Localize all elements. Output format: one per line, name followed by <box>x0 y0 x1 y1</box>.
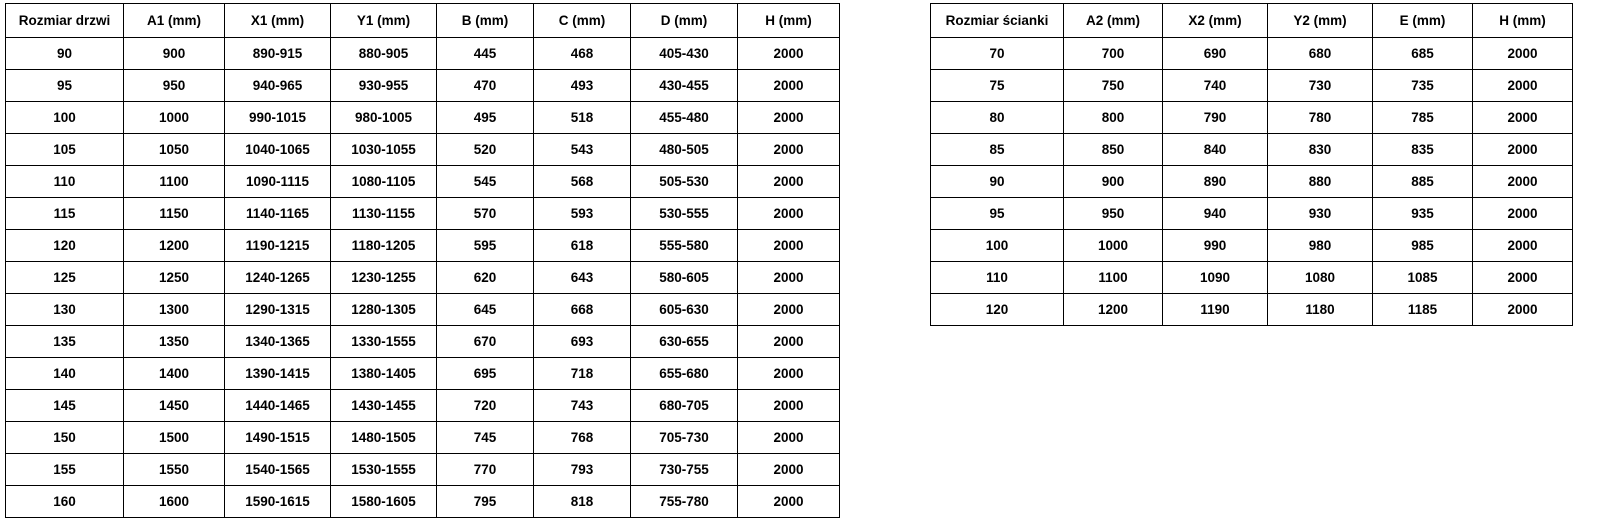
table-cell: 785 <box>1373 102 1473 134</box>
table-cell: 935 <box>1373 198 1473 230</box>
table-cell: 2000 <box>738 326 840 358</box>
table-cell: 950 <box>124 70 225 102</box>
table-cell: 1100 <box>1064 262 1163 294</box>
table-cell: 555-580 <box>631 230 738 262</box>
table-cell: 755-780 <box>631 486 738 518</box>
table-cell: 2000 <box>738 358 840 390</box>
table-cell: 2000 <box>738 454 840 486</box>
table-row <box>931 166 1573 198</box>
table-cell: 140 <box>6 358 124 390</box>
table-row <box>931 134 1573 166</box>
table-cell: 1280-1305 <box>331 294 437 326</box>
table-cell: 795 <box>437 486 534 518</box>
table-cell: 2000 <box>738 422 840 454</box>
table-cell: 718 <box>534 358 631 390</box>
table-cell: 80 <box>931 102 1064 134</box>
column-header: D (mm) <box>631 4 738 38</box>
table-cell: 700 <box>1064 38 1163 70</box>
table-cell: 2000 <box>1473 134 1573 166</box>
table-cell: 1590-1615 <box>225 486 331 518</box>
table-cell: 1150 <box>124 198 225 230</box>
table-cell: 2000 <box>738 198 840 230</box>
table-cell: 880-905 <box>331 38 437 70</box>
table-row <box>6 486 840 518</box>
table-cell: 2000 <box>738 390 840 422</box>
table-row <box>6 102 840 134</box>
table-cell: 780 <box>1268 102 1373 134</box>
table-cell: 570 <box>437 198 534 230</box>
table-cell: 2000 <box>1473 230 1573 262</box>
table-cell: 480-505 <box>631 134 738 166</box>
table-cell: 840 <box>1163 134 1268 166</box>
table-cell: 100 <box>931 230 1064 262</box>
table-cell: 110 <box>6 166 124 198</box>
table-cell: 105 <box>6 134 124 166</box>
doors-dimensions-table-container <box>5 3 840 518</box>
table-cell: 900 <box>124 38 225 70</box>
table-cell: 2000 <box>1473 102 1573 134</box>
table-cell: 2000 <box>738 38 840 70</box>
table-cell: 885 <box>1373 166 1473 198</box>
table-cell: 750 <box>1064 70 1163 102</box>
table-cell: 745 <box>437 422 534 454</box>
table-cell: 670 <box>437 326 534 358</box>
table-cell: 2000 <box>738 486 840 518</box>
table-cell: 405-430 <box>631 38 738 70</box>
table-cell: 720 <box>437 390 534 422</box>
table-row <box>6 230 840 262</box>
table-cell: 880 <box>1268 166 1373 198</box>
table-row <box>6 294 840 326</box>
column-header: X2 (mm) <box>1163 4 1268 38</box>
table-cell: 2000 <box>738 134 840 166</box>
table-cell: 1390-1415 <box>225 358 331 390</box>
table-row <box>6 358 840 390</box>
table-cell: 145 <box>6 390 124 422</box>
table-row <box>6 134 840 166</box>
table-cell: 818 <box>534 486 631 518</box>
table-cell: 618 <box>534 230 631 262</box>
table-cell: 668 <box>534 294 631 326</box>
table-cell: 705-730 <box>631 422 738 454</box>
table-cell: 1090 <box>1163 262 1268 294</box>
table-cell: 120 <box>931 294 1064 326</box>
table-cell: 1380-1405 <box>331 358 437 390</box>
table-cell: 690 <box>1163 38 1268 70</box>
column-header: Rozmiar drzwi <box>6 4 124 38</box>
doors-dimensions-table <box>5 3 840 518</box>
table-cell: 685 <box>1373 38 1473 70</box>
column-header: B (mm) <box>437 4 534 38</box>
table-cell: 2000 <box>738 166 840 198</box>
table-cell: 980-1005 <box>331 102 437 134</box>
table-cell: 1600 <box>124 486 225 518</box>
table-header-row <box>931 4 1573 38</box>
table-cell: 470 <box>437 70 534 102</box>
table-cell: 1490-1515 <box>225 422 331 454</box>
table-row <box>931 230 1573 262</box>
table-cell: 990 <box>1163 230 1268 262</box>
table-cell: 1200 <box>124 230 225 262</box>
column-header: A1 (mm) <box>124 4 225 38</box>
table-cell: 505-530 <box>631 166 738 198</box>
column-header: H (mm) <box>738 4 840 38</box>
table-cell: 695 <box>437 358 534 390</box>
table-cell: 593 <box>534 198 631 230</box>
table-cell: 1550 <box>124 454 225 486</box>
table-cell: 900 <box>1064 166 1163 198</box>
table-cell: 1090-1115 <box>225 166 331 198</box>
table-cell: 1290-1315 <box>225 294 331 326</box>
table-cell: 445 <box>437 38 534 70</box>
table-cell: 680 <box>1268 38 1373 70</box>
table-cell: 830 <box>1268 134 1373 166</box>
table-cell: 1050 <box>124 134 225 166</box>
table-cell: 95 <box>6 70 124 102</box>
table-cell: 545 <box>437 166 534 198</box>
table-cell: 850 <box>1064 134 1163 166</box>
table-row <box>931 102 1573 134</box>
table-cell: 1180 <box>1268 294 1373 326</box>
table-cell: 890-915 <box>225 38 331 70</box>
column-header: Rozmiar ścianki <box>931 4 1064 38</box>
table-cell: 1080 <box>1268 262 1373 294</box>
table-cell: 595 <box>437 230 534 262</box>
table-cell: 1000 <box>1064 230 1163 262</box>
table-row <box>6 70 840 102</box>
table-cell: 430-455 <box>631 70 738 102</box>
table-cell: 90 <box>6 38 124 70</box>
table-cell: 1140-1165 <box>225 198 331 230</box>
table-cell: 1500 <box>124 422 225 454</box>
table-cell: 930 <box>1268 198 1373 230</box>
table-cell: 1100 <box>124 166 225 198</box>
table-cell: 1230-1255 <box>331 262 437 294</box>
table-cell: 990-1015 <box>225 102 331 134</box>
table-cell: 605-630 <box>631 294 738 326</box>
table-cell: 1250 <box>124 262 225 294</box>
table-row <box>931 38 1573 70</box>
table-cell: 680-705 <box>631 390 738 422</box>
table-cell: 130 <box>6 294 124 326</box>
table-cell: 1400 <box>124 358 225 390</box>
table-cell: 980 <box>1268 230 1373 262</box>
table-cell: 768 <box>534 422 631 454</box>
table-cell: 793 <box>534 454 631 486</box>
table-row <box>6 454 840 486</box>
table-row <box>931 262 1573 294</box>
table-cell: 95 <box>931 198 1064 230</box>
table-cell: 630-655 <box>631 326 738 358</box>
table-cell: 800 <box>1064 102 1163 134</box>
table-cell: 2000 <box>1473 70 1573 102</box>
column-header: Y1 (mm) <box>331 4 437 38</box>
table-row <box>931 294 1573 326</box>
table-cell: 520 <box>437 134 534 166</box>
table-cell: 1300 <box>124 294 225 326</box>
table-cell: 620 <box>437 262 534 294</box>
table-cell: 950 <box>1064 198 1163 230</box>
table-cell: 645 <box>437 294 534 326</box>
table-row <box>6 326 840 358</box>
table-cell: 1450 <box>124 390 225 422</box>
table-cell: 468 <box>534 38 631 70</box>
table-cell: 1080-1105 <box>331 166 437 198</box>
table-cell: 835 <box>1373 134 1473 166</box>
table-row <box>931 70 1573 102</box>
table-cell: 70 <box>931 38 1064 70</box>
column-header: C (mm) <box>534 4 631 38</box>
table-cell: 135 <box>6 326 124 358</box>
table-cell: 1340-1365 <box>225 326 331 358</box>
table-cell: 1190 <box>1163 294 1268 326</box>
table-cell: 150 <box>6 422 124 454</box>
table-cell: 730-755 <box>631 454 738 486</box>
table-cell: 1200 <box>1064 294 1163 326</box>
table-cell: 655-680 <box>631 358 738 390</box>
table-row <box>6 262 840 294</box>
table-cell: 940-965 <box>225 70 331 102</box>
table-cell: 90 <box>931 166 1064 198</box>
table-cell: 1130-1155 <box>331 198 437 230</box>
table-cell: 1580-1605 <box>331 486 437 518</box>
table-cell: 120 <box>6 230 124 262</box>
table-row <box>6 38 840 70</box>
table-cell: 1190-1215 <box>225 230 331 262</box>
table-cell: 2000 <box>1473 38 1573 70</box>
table-cell: 643 <box>534 262 631 294</box>
column-header: H (mm) <box>1473 4 1573 38</box>
table-cell: 1480-1505 <box>331 422 437 454</box>
table-cell: 100 <box>6 102 124 134</box>
table-cell: 110 <box>931 262 1064 294</box>
table-cell: 1185 <box>1373 294 1473 326</box>
table-cell: 1350 <box>124 326 225 358</box>
column-header: E (mm) <box>1373 4 1473 38</box>
table-cell: 730 <box>1268 70 1373 102</box>
table-cell: 770 <box>437 454 534 486</box>
table-cell: 580-605 <box>631 262 738 294</box>
table-row <box>6 422 840 454</box>
table-cell: 2000 <box>738 294 840 326</box>
table-cell: 1240-1265 <box>225 262 331 294</box>
walls-dimensions-table <box>930 3 1573 326</box>
table-cell: 2000 <box>1473 262 1573 294</box>
column-header: X1 (mm) <box>225 4 331 38</box>
table-cell: 155 <box>6 454 124 486</box>
table-cell: 940 <box>1163 198 1268 230</box>
table-cell: 2000 <box>738 70 840 102</box>
table-cell: 2000 <box>1473 198 1573 230</box>
table-cell: 1440-1465 <box>225 390 331 422</box>
walls-dimensions-table-container <box>930 3 1573 326</box>
table-row <box>6 198 840 230</box>
table-cell: 518 <box>534 102 631 134</box>
table-cell: 115 <box>6 198 124 230</box>
table-cell: 1040-1065 <box>225 134 331 166</box>
table-cell: 1530-1555 <box>331 454 437 486</box>
table-cell: 740 <box>1163 70 1268 102</box>
table-cell: 1085 <box>1373 262 1473 294</box>
table-row <box>6 166 840 198</box>
table-cell: 2000 <box>1473 166 1573 198</box>
table-cell: 125 <box>6 262 124 294</box>
table-cell: 790 <box>1163 102 1268 134</box>
table-cell: 2000 <box>738 230 840 262</box>
column-header: Y2 (mm) <box>1268 4 1373 38</box>
table-cell: 2000 <box>1473 294 1573 326</box>
table-cell: 890 <box>1163 166 1268 198</box>
table-cell: 985 <box>1373 230 1473 262</box>
table-cell: 743 <box>534 390 631 422</box>
table-row <box>6 390 840 422</box>
table-header-row <box>6 4 840 38</box>
table-cell: 568 <box>534 166 631 198</box>
table-cell: 160 <box>6 486 124 518</box>
table-cell: 75 <box>931 70 1064 102</box>
table-cell: 1330-1555 <box>331 326 437 358</box>
table-cell: 1540-1565 <box>225 454 331 486</box>
table-cell: 693 <box>534 326 631 358</box>
table-row <box>931 198 1573 230</box>
table-cell: 455-480 <box>631 102 738 134</box>
table-cell: 2000 <box>738 102 840 134</box>
table-cell: 530-555 <box>631 198 738 230</box>
table-cell: 1000 <box>124 102 225 134</box>
table-cell: 1030-1055 <box>331 134 437 166</box>
table-cell: 735 <box>1373 70 1473 102</box>
table-cell: 2000 <box>738 262 840 294</box>
table-cell: 495 <box>437 102 534 134</box>
table-cell: 1430-1455 <box>331 390 437 422</box>
table-cell: 543 <box>534 134 631 166</box>
table-cell: 930-955 <box>331 70 437 102</box>
table-cell: 493 <box>534 70 631 102</box>
column-header: A2 (mm) <box>1064 4 1163 38</box>
table-cell: 85 <box>931 134 1064 166</box>
table-cell: 1180-1205 <box>331 230 437 262</box>
